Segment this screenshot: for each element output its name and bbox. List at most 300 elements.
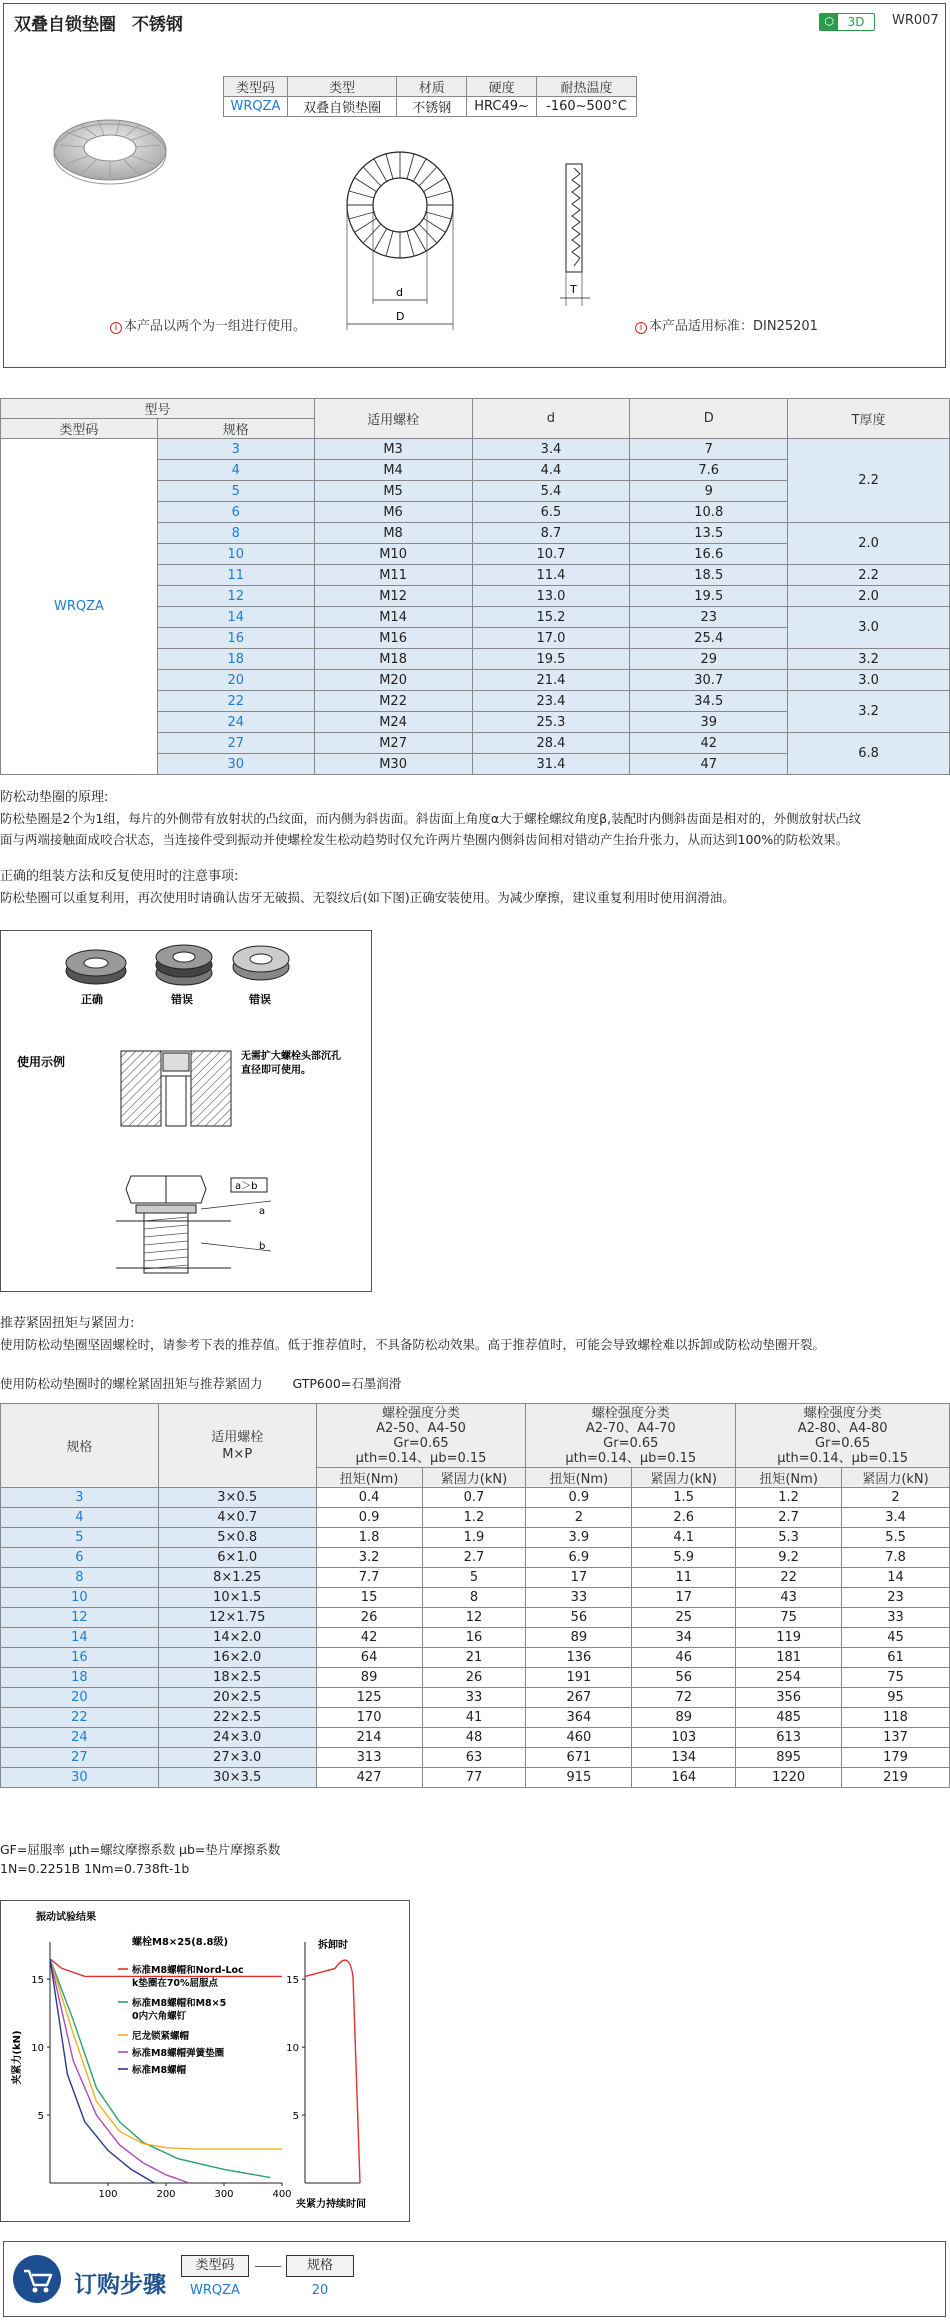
size-spec: 4 — [157, 460, 314, 481]
torque-f3: 137 — [842, 1728, 950, 1748]
note-right — [635, 315, 818, 334]
footnote-1: GF=屈服率 μth=螺纹摩擦系数 μb=垫片摩擦系数 — [0, 1842, 281, 1857]
size-header-bolt: 适用螺栓 — [314, 399, 472, 439]
size-t-thickness: 6.8 — [788, 733, 950, 775]
torque-t1: 214 — [316, 1728, 422, 1748]
note-left — [110, 315, 306, 334]
info-icon: i — [635, 322, 647, 334]
torque-f1: 0.7 — [422, 1488, 526, 1508]
torque-caption: 使用防松动垫圈时的螺栓紧固扭矩与推荐紧固力 — [0, 1376, 263, 1391]
sub-force-2: 紧固力(kN) — [632, 1468, 736, 1488]
torque-spec: 6 — [1, 1548, 159, 1568]
torque-spec: 16 — [1, 1648, 159, 1668]
size-t-thickness: 2.0 — [788, 586, 950, 607]
torque-f3: 14 — [842, 1568, 950, 1588]
torque-t3: 254 — [736, 1668, 842, 1688]
torque-row — [1, 1648, 950, 1668]
size-d: 31.4 — [472, 754, 630, 775]
torque-f2: 103 — [632, 1728, 736, 1748]
torque-f2: 164 — [632, 1768, 736, 1788]
torque-spec: 14 — [1, 1628, 159, 1648]
right-y-tick-label: 15 — [286, 1975, 299, 1987]
label-a: a — [259, 1206, 266, 1217]
torque-t2: 671 — [526, 1748, 632, 1768]
x-tick-label: 100 — [98, 2189, 118, 2200]
torque-row — [1, 1508, 950, 1528]
torque-spec: 4 — [1, 1508, 159, 1528]
assembly-line1: 防松垫圈可以重复利用，再次使用时请确认齿牙无破损、无裂纹后(如下图)正确安装使用。为减少摩擦，建议重复利用时使用润滑油。 — [0, 890, 735, 905]
torque-f2: 46 — [632, 1648, 736, 1668]
torque-intro — [0, 1313, 950, 1355]
right-y-tick-label: 5 — [292, 2111, 299, 2123]
label-usage-example: 使用示例 — [17, 1055, 66, 1069]
torque-t2: 364 — [526, 1708, 632, 1728]
footnote-2: 1N=0.2251B 1Nm=0.738ft-1b — [0, 1861, 190, 1876]
size-spec: 11 — [157, 565, 314, 586]
torque-f1: 41 — [422, 1708, 526, 1728]
torque-t3: 5.3 — [736, 1528, 842, 1548]
torque-f2: 4.1 — [632, 1528, 736, 1548]
size-D: 34.5 — [630, 691, 788, 712]
torque-bolt: 22×2.5 — [158, 1708, 316, 1728]
torque-f1: 63 — [422, 1748, 526, 1768]
torque-t1: 1.8 — [316, 1528, 422, 1548]
torque-f1: 26 — [422, 1668, 526, 1688]
size-spec: 10 — [157, 544, 314, 565]
torque-t3: 22 — [736, 1568, 842, 1588]
torque-t3: 75 — [736, 1608, 842, 1628]
torque-bolt: 16×2.0 — [158, 1648, 316, 1668]
class-3-l1: 螺栓强度分类 — [803, 1405, 882, 1421]
size-D: 13.5 — [630, 523, 788, 544]
legend-label-1: 标准M8螺帽和Nord-Loc k垫圈在70%屈服点 — [132, 1965, 244, 1989]
torque-f1: 16 — [422, 1628, 526, 1648]
spec-header-heat: 耐热温度 — [537, 77, 637, 97]
torque-t3: 895 — [736, 1748, 842, 1768]
size-d: 6.5 — [472, 502, 630, 523]
torque-t2: 267 — [526, 1688, 632, 1708]
size-bolt: M30 — [314, 754, 472, 775]
size-d: 25.3 — [472, 712, 630, 733]
size-header-t: T厚度 — [788, 399, 950, 439]
torque-f1: 1.9 — [422, 1528, 526, 1548]
spec-type-code: WRQZA — [224, 97, 288, 117]
size-d: 13.0 — [472, 586, 630, 607]
torque-row — [1, 1548, 950, 1568]
y-tick-label: 5 — [37, 2111, 44, 2123]
size-d: 21.4 — [472, 670, 630, 691]
torque-t2: 56 — [526, 1608, 632, 1628]
size-bolt: M20 — [314, 670, 472, 691]
class-2-l4: μth=0.14、μb=0.15 — [565, 1450, 697, 1466]
hint-line-1: 无需扩大螺栓头部沉孔 — [241, 1051, 341, 1062]
torque-f3: 45 — [842, 1628, 950, 1648]
torque-f2: 25 — [632, 1608, 736, 1628]
label-b: b — [259, 1241, 266, 1252]
torque-t1: 125 — [316, 1688, 422, 1708]
size-d: 10.7 — [472, 544, 630, 565]
washer-pair-correct — [66, 950, 126, 984]
torque-lube: GTP600=石墨润滑 — [292, 1376, 402, 1391]
class-3-l2: A2-80、A4-80 — [797, 1420, 888, 1436]
torque-t2: 0.9 — [526, 1488, 632, 1508]
size-bolt: M10 — [314, 544, 472, 565]
size-d: 8.7 — [472, 523, 630, 544]
y-tick-label: 15 — [31, 1975, 44, 1987]
torque-t2: 3.9 — [526, 1528, 632, 1548]
torque-f1: 5 — [422, 1568, 526, 1588]
torque-bolt: 30×3.5 — [158, 1768, 316, 1788]
torque-t2: 191 — [526, 1668, 632, 1688]
torque-f3: 5.5 — [842, 1528, 950, 1548]
size-spec: 12 — [157, 586, 314, 607]
torque-bolt: 14×2.0 — [158, 1628, 316, 1648]
torque-f2: 56 — [632, 1668, 736, 1688]
sub-force-1: 紧固力(kN) — [422, 1468, 526, 1488]
torque-f3: 219 — [842, 1768, 950, 1788]
right-y-tick-label: 10 — [286, 2043, 299, 2055]
torque-title: 推荐紧固扭矩与紧固力: — [0, 1316, 135, 1331]
size-D: 29 — [630, 649, 788, 670]
size-D: 7 — [630, 439, 788, 460]
torque-f2: 72 — [632, 1688, 736, 1708]
legend-label-4: 标准M8螺帽弹簧垫圈 — [132, 2048, 225, 2059]
torque-t3: 9.2 — [736, 1548, 842, 1568]
size-spec: 6 — [157, 502, 314, 523]
size-d: 19.5 — [472, 649, 630, 670]
class-1-l2: A2-50、A4-50 — [376, 1420, 466, 1436]
size-bolt: M18 — [314, 649, 472, 670]
torque-f3: 75 — [842, 1668, 950, 1688]
torque-class-2 — [526, 1404, 736, 1468]
torque-f2: 34 — [632, 1628, 736, 1648]
size-bolt: M14 — [314, 607, 472, 628]
3d-label: 3D — [847, 15, 865, 29]
spec-header-type: 类型 — [287, 77, 397, 97]
size-d: 28.4 — [472, 733, 630, 754]
torque-t3: 1.2 — [736, 1488, 842, 1508]
footnotes — [0, 1840, 280, 1878]
torque-bolt: 18×2.5 — [158, 1668, 316, 1688]
torque-f2: 2.6 — [632, 1508, 736, 1528]
size-bolt: M8 — [314, 523, 472, 544]
principle-line1: 防松垫圈是2个为1组，每片的外侧带有放射状的凸纹面，而内侧为斜齿面。斜齿面上角度α大于螺栓螺纹角度β,装配时内侧斜齿面是相对的，外侧放射状凸纹 — [0, 811, 862, 826]
torque-t1: 0.9 — [316, 1508, 422, 1528]
legend-label-2: 标准M8螺帽和M8×5 0内六角螺钉 — [132, 1998, 227, 2022]
counterbore-section — [121, 1051, 231, 1126]
torque-bolt: 8×1.25 — [158, 1568, 316, 1588]
torque-t2: 33 — [526, 1588, 632, 1608]
size-t-thickness: 3.0 — [788, 607, 950, 649]
torque-f3: 7.8 — [842, 1548, 950, 1568]
size-t-thickness: 2.0 — [788, 523, 950, 565]
torque-f2: 17 — [632, 1588, 736, 1608]
torque-row — [1, 1608, 950, 1628]
torque-t2: 17 — [526, 1568, 632, 1588]
washer-front-drawing — [340, 150, 480, 330]
torque-f1: 1.2 — [422, 1508, 526, 1528]
size-spec: 3 — [157, 439, 314, 460]
size-bolt: M4 — [314, 460, 472, 481]
order-title: 订购步骤 — [74, 2272, 166, 2298]
torque-t3: 119 — [736, 1628, 842, 1648]
torque-t3: 485 — [736, 1708, 842, 1728]
size-bolt: M16 — [314, 628, 472, 649]
dim-d-label: d — [396, 286, 403, 299]
torque-t1: 15 — [316, 1588, 422, 1608]
torque-spec: 20 — [1, 1688, 159, 1708]
torque-f1: 48 — [422, 1728, 526, 1748]
cube-icon: ⬡ — [820, 14, 838, 30]
torque-t2: 915 — [526, 1768, 632, 1788]
label-a-gt-b: a＞b — [235, 1181, 258, 1192]
chart-ylabel: 夹紧力(kN) — [12, 2030, 23, 2085]
washer-side-drawing — [550, 160, 600, 310]
class-2-l3: Gr=0.65 — [603, 1435, 659, 1451]
size-row — [1, 439, 950, 460]
torque-t1: 64 — [316, 1648, 422, 1668]
washer-photo — [50, 110, 170, 185]
size-header-type-code: 类型码 — [1, 419, 158, 439]
class-1-l3: Gr=0.65 — [393, 1435, 449, 1451]
size-d: 3.4 — [472, 439, 630, 460]
torque-f1: 12 — [422, 1608, 526, 1628]
usage-figure — [0, 930, 372, 1292]
torque-t1: 313 — [316, 1748, 422, 1768]
3d-badge[interactable] — [819, 13, 875, 31]
size-d: 5.4 — [472, 481, 630, 502]
dim-D-label: D — [396, 310, 405, 323]
size-t-thickness: 3.2 — [788, 649, 950, 670]
torque-row — [1, 1588, 950, 1608]
size-bolt: M3 — [314, 439, 472, 460]
spec-type: 双叠自锁垫圈 — [287, 97, 397, 117]
chart-right-label: 拆卸时 — [318, 1940, 348, 1951]
torque-spec: 30 — [1, 1768, 159, 1788]
torque-t3: 43 — [736, 1588, 842, 1608]
sub-torque-1: 扭矩(Nm) — [316, 1468, 422, 1488]
size-header-model: 型号 — [1, 399, 315, 419]
torque-spec: 18 — [1, 1668, 159, 1688]
order-connector — [255, 2266, 281, 2267]
cart-icon — [12, 2254, 62, 2304]
torque-header-spec: 规格 — [1, 1404, 159, 1488]
torque-row — [1, 1628, 950, 1648]
torque-row — [1, 1528, 950, 1548]
spec-table — [223, 76, 637, 117]
principle-section — [0, 787, 950, 850]
torque-spec: 12 — [1, 1608, 159, 1628]
torque-f3: 3.4 — [842, 1508, 950, 1528]
torque-bolt: 4×0.7 — [158, 1508, 316, 1528]
size-table — [0, 398, 950, 775]
torque-class-1 — [316, 1404, 526, 1468]
torque-row — [1, 1668, 950, 1688]
size-t-thickness: 3.0 — [788, 670, 950, 691]
material-title: 不锈钢 — [131, 15, 183, 35]
y-tick-label: 10 — [31, 2043, 44, 2055]
size-bolt: M5 — [314, 481, 472, 502]
sub-torque-2: 扭矩(Nm) — [526, 1468, 632, 1488]
size-D: 10.8 — [630, 502, 788, 523]
size-t-thickness: 3.2 — [788, 691, 950, 733]
torque-t2: 2 — [526, 1508, 632, 1528]
size-D: 7.6 — [630, 460, 788, 481]
sub-torque-3: 扭矩(Nm) — [736, 1468, 842, 1488]
hint-line-2: 直径即可使用。 — [241, 1065, 311, 1076]
size-D: 18.5 — [630, 565, 788, 586]
chart-xlabel: 夹紧力持续时间 — [296, 2199, 366, 2210]
series-line-1-removal — [305, 1960, 360, 2183]
torque-spec: 8 — [1, 1568, 159, 1588]
size-bolt: M22 — [314, 691, 472, 712]
size-bolt: M24 — [314, 712, 472, 733]
note-left-text: 本产品以两个为一组进行使用。 — [124, 319, 307, 334]
torque-bolt: 6×1.0 — [158, 1548, 316, 1568]
info-icon: i — [110, 322, 122, 334]
torque-t3: 356 — [736, 1688, 842, 1708]
torque-row — [1, 1728, 950, 1748]
size-header-d: d — [472, 399, 630, 439]
torque-f1: 77 — [422, 1768, 526, 1788]
x-tick-label: 200 — [156, 2189, 176, 2200]
class-2-l1: 螺栓强度分类 — [591, 1405, 670, 1421]
spec-header-hardness: 硬度 — [467, 77, 537, 97]
spec-material: 不锈钢 — [397, 97, 467, 117]
size-spec: 20 — [157, 670, 314, 691]
torque-f3: 23 — [842, 1588, 950, 1608]
principle-line2: 面与两端接触面成咬合状态，当连接件受到振动并使螺栓发生松动趋势时仅允许两片垫圈内侧斜齿间相对错动产生抬升张力，从而达到100%的防松效果。 — [0, 832, 849, 847]
size-D: 47 — [630, 754, 788, 775]
dim-T-label: T — [570, 283, 577, 296]
size-d: 4.4 — [472, 460, 630, 481]
size-spec: 14 — [157, 607, 314, 628]
label-wrong-1: 错误 — [171, 993, 193, 1006]
torque-t2: 89 — [526, 1628, 632, 1648]
class-3-l3: Gr=0.65 — [814, 1435, 871, 1451]
torque-f1: 33 — [422, 1688, 526, 1708]
torque-f1: 2.7 — [422, 1548, 526, 1568]
torque-f2: 134 — [632, 1748, 736, 1768]
size-d: 23.4 — [472, 691, 630, 712]
size-D: 42 — [630, 733, 788, 754]
order-spec-value: 20 — [311, 2283, 329, 2298]
size-D: 23 — [630, 607, 788, 628]
size-spec: 16 — [157, 628, 314, 649]
product-code: WR007 — [892, 13, 939, 28]
torque-bolt: 3×0.5 — [158, 1488, 316, 1508]
size-bolt: M6 — [314, 502, 472, 523]
chart-subtitle: 螺栓M8×25(8.8级) — [132, 1937, 229, 1948]
torque-line1: 使用防松动垫圈坚固螺栓时，请参考下表的推荐值。低于推荐值时，不具备防松动效果。高于推荐值时，可能会导致螺栓难以拆卸或防松动垫圈开裂。 — [0, 1337, 826, 1352]
title-text: 双叠自锁垫圈 — [14, 15, 116, 35]
torque-t1: 7.7 — [316, 1568, 422, 1588]
torque-t2: 136 — [526, 1648, 632, 1668]
size-header-spec: 规格 — [157, 419, 314, 439]
label-wrong-2: 错误 — [249, 993, 271, 1006]
torque-f2: 89 — [632, 1708, 736, 1728]
size-D: 16.6 — [630, 544, 788, 565]
torque-f1: 21 — [422, 1648, 526, 1668]
label-correct: 正确 — [81, 993, 103, 1006]
torque-row — [1, 1688, 950, 1708]
order-spec-label: 规格 — [286, 2255, 354, 2277]
torque-caption-row — [0, 1373, 401, 1394]
torque-spec: 3 — [1, 1488, 159, 1508]
size-spec: 18 — [157, 649, 314, 670]
size-header-D: D — [630, 399, 788, 439]
torque-spec: 24 — [1, 1728, 159, 1748]
torque-t2: 6.9 — [526, 1548, 632, 1568]
torque-f2: 1.5 — [632, 1488, 736, 1508]
spec-header-material: 材质 — [397, 77, 467, 97]
chart-title: 振动试验结果 — [36, 1912, 96, 1923]
size-D: 30.7 — [630, 670, 788, 691]
size-t-thickness: 2.2 — [788, 565, 950, 586]
torque-bolt: 10×1.5 — [158, 1588, 316, 1608]
vibration-chart — [0, 1900, 410, 2222]
torque-header-bolt-l1: 适用螺栓 — [211, 1429, 264, 1445]
size-D: 25.4 — [630, 628, 788, 649]
torque-t3: 1220 — [736, 1768, 842, 1788]
torque-t1: 170 — [316, 1708, 422, 1728]
torque-f3: 33 — [842, 1608, 950, 1628]
class-2-l2: A2-70、A4-70 — [585, 1420, 676, 1436]
spec-header-type-code: 类型码 — [224, 77, 288, 97]
torque-bolt: 20×2.5 — [158, 1688, 316, 1708]
order-type-code-value: WRQZA — [190, 2283, 240, 2298]
torque-bolt: 24×3.0 — [158, 1728, 316, 1748]
torque-spec: 27 — [1, 1748, 159, 1768]
class-1-l4: μth=0.14、μb=0.15 — [355, 1450, 487, 1466]
torque-spec: 5 — [1, 1528, 159, 1548]
size-spec: 27 — [157, 733, 314, 754]
torque-table — [0, 1403, 950, 1788]
legend-label-3: 尼龙锁紧螺帽 — [132, 2031, 190, 2042]
size-spec: 24 — [157, 712, 314, 733]
class-1-l1: 螺栓强度分类 — [382, 1405, 461, 1421]
torque-t3: 181 — [736, 1648, 842, 1668]
torque-f2: 5.9 — [632, 1548, 736, 1568]
torque-f1: 8 — [422, 1588, 526, 1608]
note-right-text: 本产品适用标准：DIN25201 — [649, 319, 818, 334]
torque-f2: 11 — [632, 1568, 736, 1588]
torque-t2: 460 — [526, 1728, 632, 1748]
washer-pair-wrong-1 — [156, 945, 212, 985]
spec-hardness: HRC49~ — [467, 97, 537, 117]
size-D: 39 — [630, 712, 788, 733]
legend-label-5: 标准M8螺帽 — [132, 2065, 187, 2076]
assembly-section — [0, 866, 950, 908]
torque-row — [1, 1488, 950, 1508]
size-d: 15.2 — [472, 607, 630, 628]
principle-title: 防松动垫圈的原理: — [0, 790, 109, 805]
torque-f3: 179 — [842, 1748, 950, 1768]
torque-bolt: 5×0.8 — [158, 1528, 316, 1548]
size-d: 17.0 — [472, 628, 630, 649]
assembly-title: 正确的组装方法和反复使用时的注意事项: — [0, 869, 239, 884]
torque-t1: 42 — [316, 1628, 422, 1648]
torque-f3: 2 — [842, 1488, 950, 1508]
size-spec: 22 — [157, 691, 314, 712]
size-D: 19.5 — [630, 586, 788, 607]
torque-t1: 0.4 — [316, 1488, 422, 1508]
x-tick-label: 300 — [214, 2189, 234, 2200]
torque-header-bolt — [158, 1404, 316, 1488]
washer-pair-wrong-2 — [233, 946, 289, 980]
torque-row — [1, 1708, 950, 1728]
torque-t1: 427 — [316, 1768, 422, 1788]
